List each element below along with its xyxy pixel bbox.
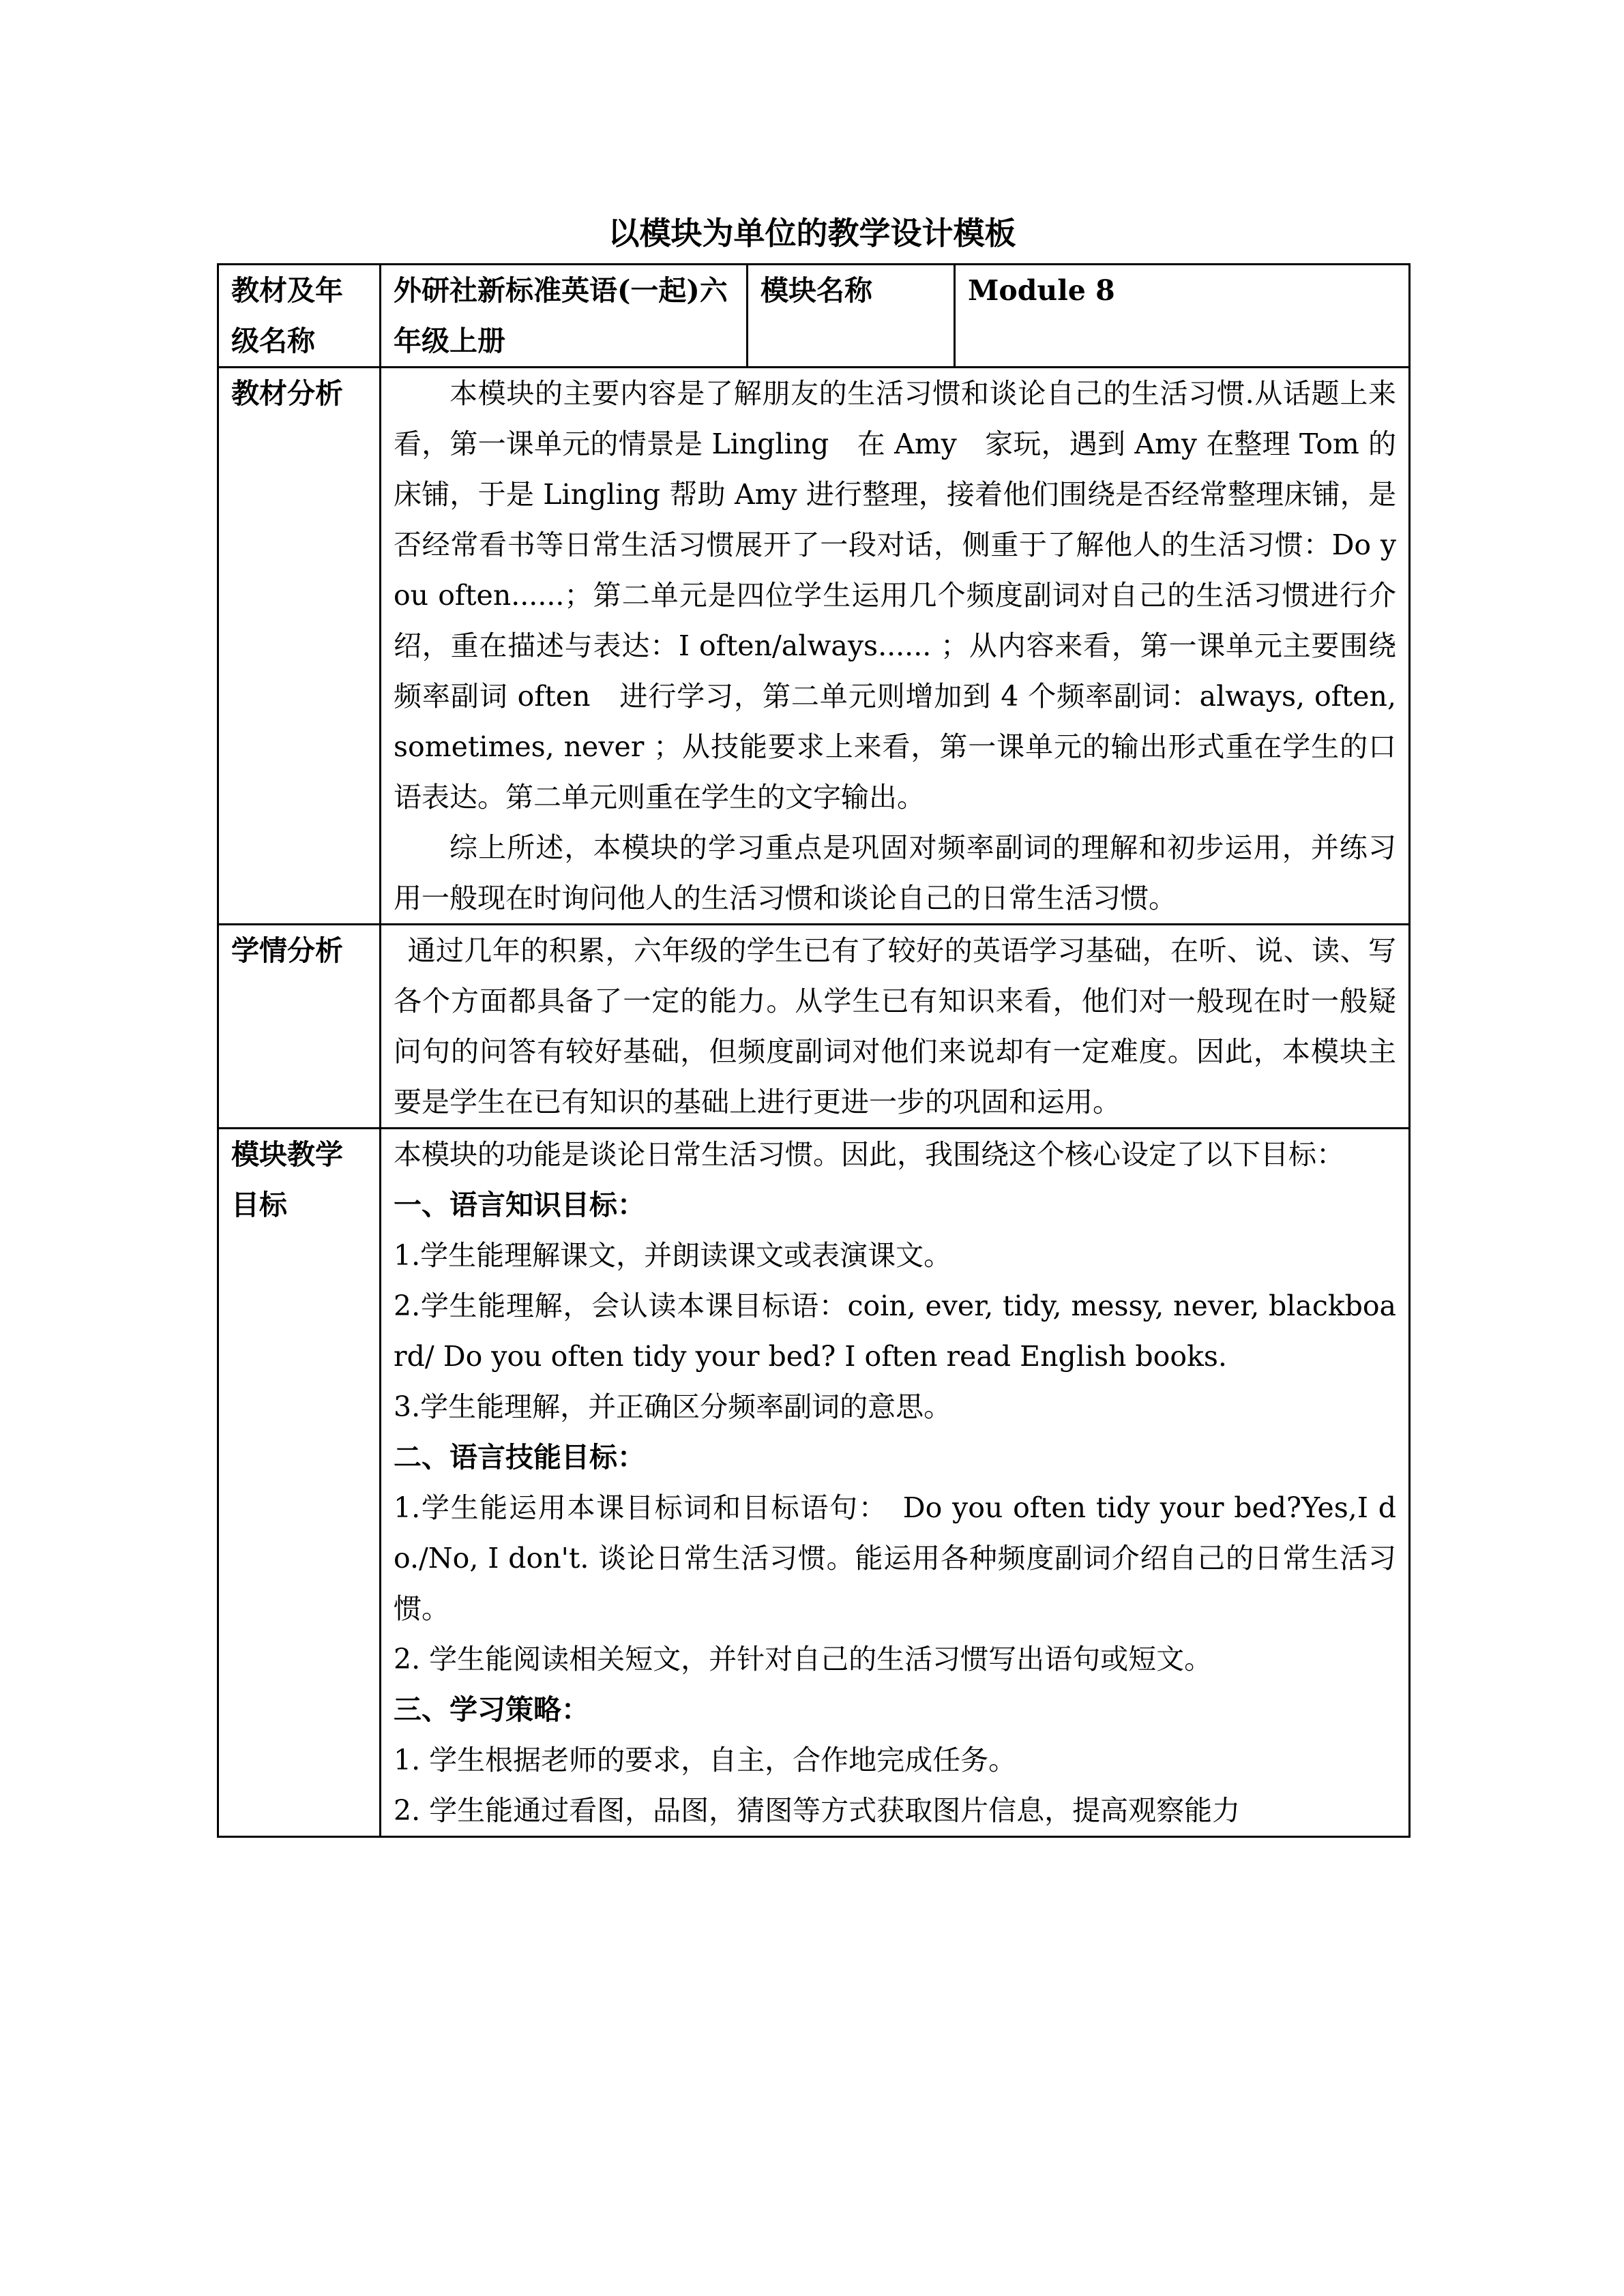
analysis-paragraph-2: 综上所述，本模块的学习重点是巩固对频率副词的理解和初步运用，并练习用一般现在时询问他人的生活习惯和谈论自己的日常生活习惯。 (394, 831, 1396, 914)
lesson-plan-table (217, 263, 1411, 1838)
goals-skills-item: 2. 学生能阅读相关短文，并针对自己的生活习惯写出语句或短文。 (394, 1643, 1213, 1675)
material-analysis-content (381, 368, 1410, 925)
goals-knowledge-item: 3.学生能理解，并正确区分频率副词的意思。 (394, 1390, 952, 1423)
goals-knowledge-item: 1.学生能理解课文，并朗读课文或表演课文。 (394, 1239, 952, 1272)
goals-heading-skills: 二、语言技能目标： (394, 1441, 645, 1474)
table-row-learner (218, 925, 1410, 1129)
goals-intro: 本模块的功能是谈论日常生活习惯。因此，我围绕这个核心设定了以下目标： (394, 1138, 1344, 1171)
label-module-name: 模块名称 (748, 265, 955, 368)
goals-skills-item: 1.学生能运用本课目标词和目标语句： Do you often tidy your bed?Yes,I do./No, I don't. 谈论日常生活习惯。能运用各种频度副词介绍自己的日常生活习惯。 (394, 1491, 1396, 1625)
label-material-analysis: 教材分析 (218, 368, 381, 925)
table-row-analysis (218, 368, 1410, 925)
learner-paragraph: 通过几年的积累，六年级的学生已有了较好的英语学习基础，在听、说、读、写各个方面都具备了一定的能力。从学生已有知识来看，他们对一般现在时一般疑问句的问答有较好基础，但频度副词对他们来说却有一定难度。因此，本模块主要是学生在已有知识的基础上进行更进一步的巩固和运用。 (394, 934, 1396, 1118)
analysis-paragraph-1: 本模块的主要内容是了解朋友的生活习惯和谈论自己的生活习惯.从话题上来看，第一课单元的情景是 Lingling 在 Amy 家玩，遇到 Amy 在整理 Tom 的床铺，于是 Lingling 帮助 Amy 进行整理，接着他们围绕是否经常整理床铺，是否经常看书等日常生活习惯展开了一段对话，侧重于了解他人的生活习惯：Do you often......；第二单元是四位学生运用几个频度副词对自己的生活习惯进行介绍，重在描述与表达：I often/always...... ；从内容来看，第一课单元主要围绕频率副词 often 进行学习，第二单元则增加到 4 个频率副词：always, often, sometimes, never ；从技能要求上来看，第一课单元的输出形式重在学生的口语表达。第二单元则重在学生的文字输出。 (394, 377, 1396, 814)
document-title: 以模块为单位的教学设计模板 (608, 215, 1016, 252)
learner-analysis-content (381, 925, 1410, 1129)
goals-knowledge-item: 2.学生能理解，会认读本课目标语：coin, ever, tidy, messy, never, blackboard/ Do you often tidy your bed? I often read English books. (394, 1289, 1396, 1373)
label-learner-analysis: 学情分析 (218, 925, 381, 1129)
goals-strategy-item: 1. 学生根据老师的要求，自主，合作地完成任务。 (394, 1744, 1017, 1776)
module-name-value: Module 8 (955, 265, 1410, 368)
label-material-grade: 教材及年级名称 (218, 265, 381, 368)
module-goals-content (381, 1129, 1410, 1837)
goals-heading-knowledge: 一、语言知识目标： (394, 1189, 645, 1221)
label-module-goals: 模块教学目标 (218, 1129, 381, 1837)
table-row-goals (218, 1129, 1410, 1837)
table-row-material (218, 265, 1410, 368)
goals-strategy-item: 2. 学生能通过看图，品图，猜图等方式获取图片信息，提高观察能力 (394, 1794, 1241, 1827)
goals-heading-strategy: 三、学习策略： (394, 1693, 589, 1726)
material-grade-value: 外研社新标准英语(一起)六年级上册 (381, 265, 748, 368)
